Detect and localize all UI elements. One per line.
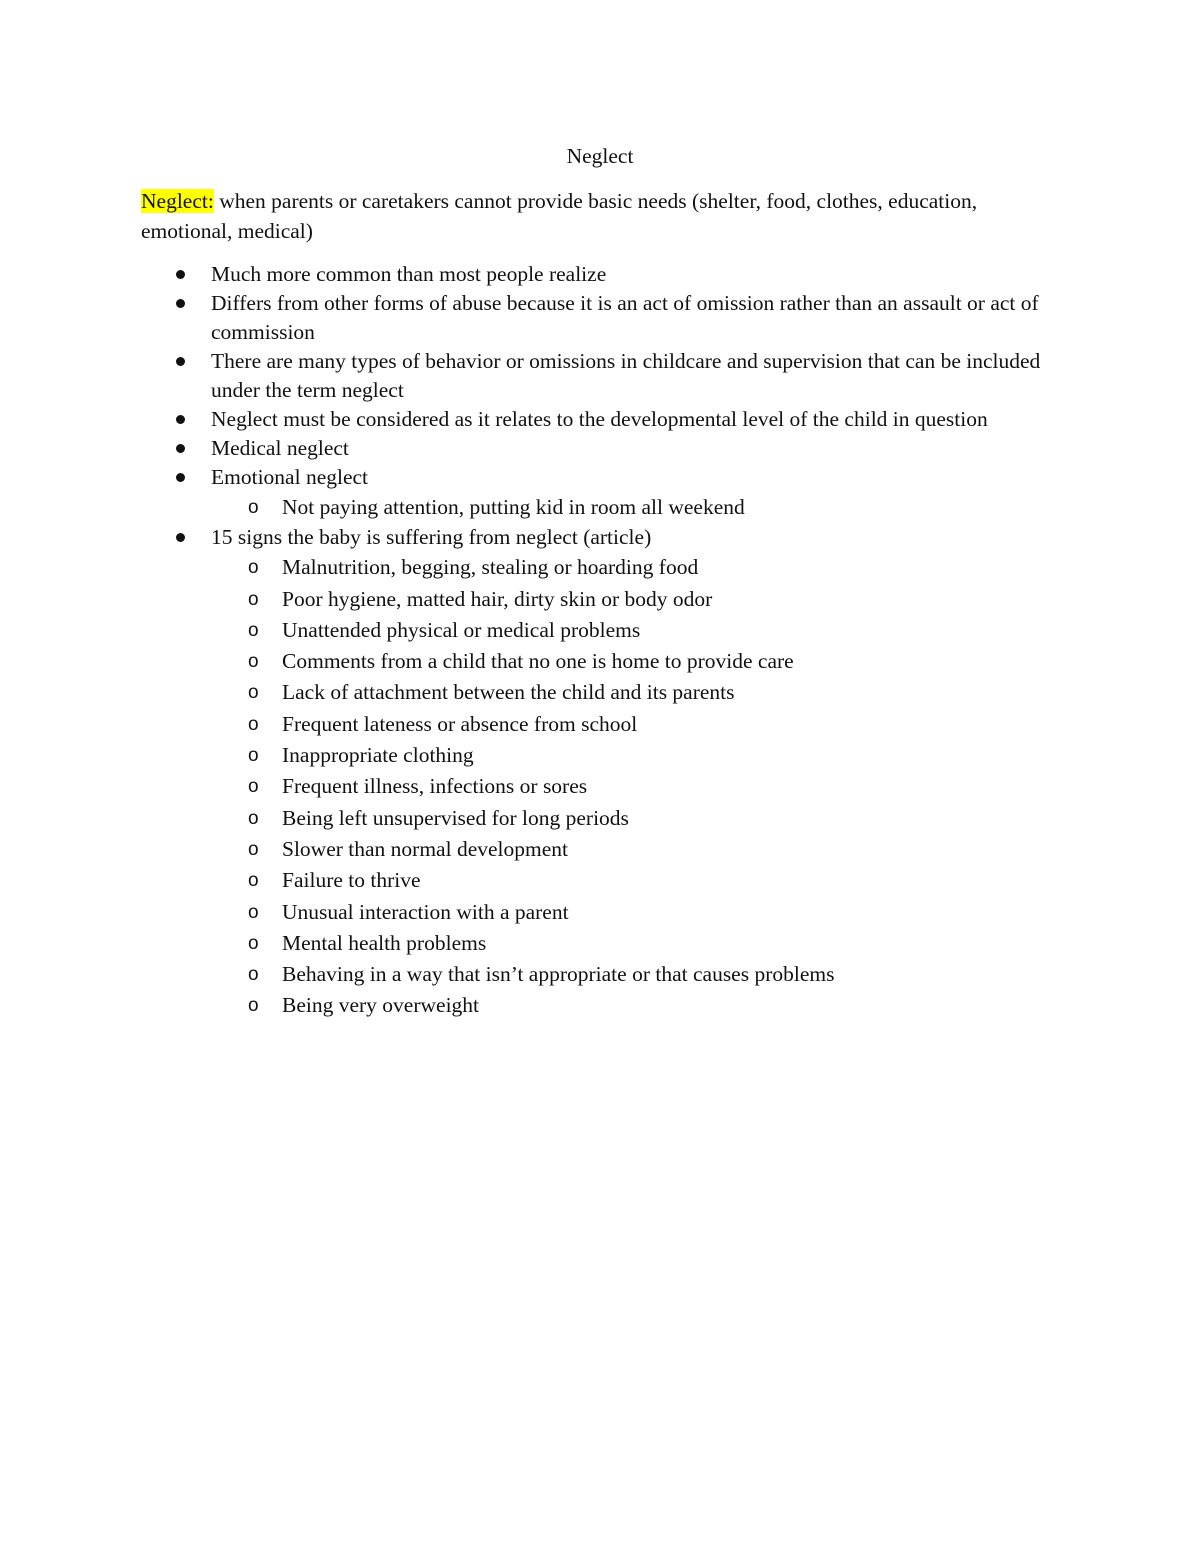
sub-item: [211, 865, 1071, 896]
definition-paragraph: [141, 186, 1071, 246]
circle-bullet-icon: o: [248, 713, 259, 735]
circle-bullet-icon: o: [248, 651, 259, 673]
circle-bullet-icon: o: [248, 838, 259, 860]
circle-bullet-icon: o: [248, 588, 259, 610]
bullet-dot-icon: [176, 357, 185, 366]
sub-item: [211, 740, 1071, 771]
sub-item: [211, 552, 1071, 583]
bullet-text: Much more common than most people realize: [211, 262, 607, 286]
sub-item: [211, 677, 1071, 708]
sub-item-text: Inappropriate clothing: [282, 743, 474, 768]
sub-item-text: Behaving in a way that isn’t appropriate or that causes problems: [282, 962, 835, 987]
circle-bullet-icon: o: [248, 497, 259, 518]
circle-bullet-icon: o: [248, 619, 259, 641]
sub-item: [211, 492, 1071, 523]
page-title: Neglect: [566, 144, 634, 168]
circle-bullet-icon: o: [248, 776, 259, 798]
circle-bullet-icon: o: [248, 745, 259, 767]
bullet-text: 15 signs the baby is suffering from neglect (article): [211, 525, 652, 550]
bullet-item: [141, 289, 1071, 347]
circle-bullet-icon: o: [248, 682, 259, 704]
sub-item: [211, 990, 1071, 1021]
bullet-list: [141, 260, 1071, 1022]
sub-item: [211, 834, 1071, 865]
sub-item-text: Being left unsupervised for long periods: [282, 805, 629, 830]
sub-item-text: Unattended physical or medical problems: [282, 617, 641, 642]
sub-item-text: Mental health problems: [282, 930, 487, 955]
sub-item-text: Poor hygiene, matted hair, dirty skin or body odor: [282, 586, 713, 611]
sub-item-text: Not paying attention, putting kid in room all weekend: [282, 495, 745, 519]
bullet-dot-icon: [176, 299, 185, 308]
sub-list: [211, 552, 1071, 1021]
bullet-item: [141, 260, 1071, 289]
bullet-text: There are many types of behavior or omissions in childcare and supervision that can be included under the term neglect: [211, 349, 1041, 402]
circle-bullet-icon: o: [248, 557, 259, 579]
bullet-dot-icon: [176, 270, 185, 279]
circle-bullet-icon: o: [248, 932, 259, 954]
bullet-text: Neglect must be considered as it relates to the developmental level of the child in question: [211, 407, 988, 431]
sub-item-text: Lack of attachment between the child and its parents: [282, 680, 735, 705]
definition-text: when parents or caretakers cannot provide basic needs (shelter, food, clothes, education, emotional, medical): [141, 189, 978, 243]
bullet-dot-icon: [176, 415, 185, 424]
sub-item: [211, 897, 1071, 928]
bullet-text: Medical neglect: [211, 436, 349, 460]
circle-bullet-icon: o: [248, 901, 259, 923]
sub-item-text: Frequent illness, infections or sores: [282, 774, 588, 799]
sub-item: [211, 928, 1071, 959]
sub-item-text: Failure to thrive: [282, 868, 421, 893]
sub-item-text: Frequent lateness or absence from school: [282, 711, 638, 736]
sub-item: [211, 615, 1071, 646]
sub-item: [211, 584, 1071, 615]
bullet-dot-icon: [176, 533, 185, 542]
sub-item-text: Unusual interaction with a parent: [282, 899, 569, 924]
bullet-item: [141, 405, 1071, 434]
circle-bullet-icon: o: [248, 870, 259, 892]
bullet-item: [141, 347, 1071, 405]
definition-term: Neglect:: [141, 189, 214, 213]
bullet-item: [141, 463, 1071, 523]
circle-bullet-icon: o: [248, 995, 259, 1017]
bullet-dot-icon: [176, 473, 185, 482]
sub-item: [211, 646, 1071, 677]
sub-item: [211, 771, 1071, 802]
bullet-item: [141, 434, 1071, 463]
bullet-text: Differs from other forms of abuse because it is an act of omission rather than an assault or act of commission: [211, 291, 1039, 344]
sub-list: [211, 492, 1071, 523]
sub-item-text: Slower than normal development: [282, 836, 568, 861]
bullet-item: [141, 523, 1071, 1021]
sub-item-text: Malnutrition, begging, stealing or hoarding food: [282, 555, 699, 580]
bullet-text: Emotional neglect: [211, 465, 369, 489]
sub-item: [211, 803, 1071, 834]
bullet-dot-icon: [176, 444, 185, 453]
sub-item-text: Being very overweight: [282, 993, 480, 1018]
sub-item: [211, 959, 1071, 990]
circle-bullet-icon: o: [248, 807, 259, 829]
sub-item: [211, 709, 1071, 740]
circle-bullet-icon: o: [248, 964, 259, 986]
sub-item-text: Comments from a child that no one is home to provide care: [282, 649, 794, 674]
